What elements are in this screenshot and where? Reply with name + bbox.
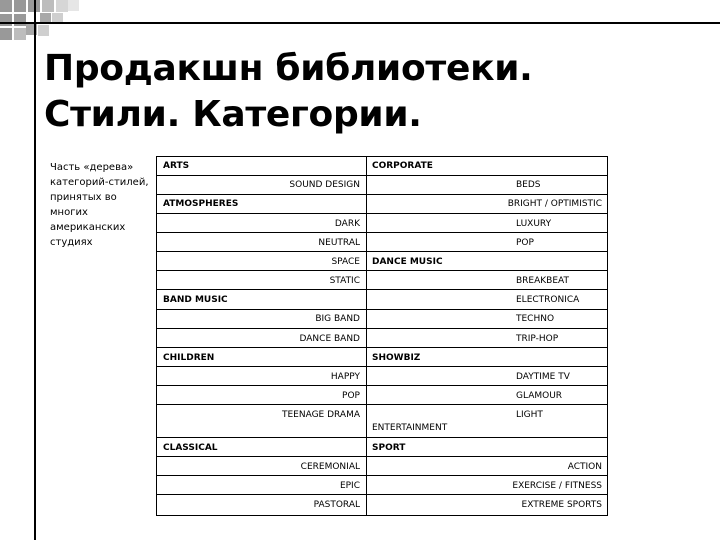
row-rule — [157, 366, 607, 367]
subcategory-label: GLAMOUR — [516, 391, 563, 401]
row-rule — [157, 289, 607, 290]
subcategory-label: CEREMONIAL — [300, 462, 360, 472]
subcategory-label: EPIC — [339, 481, 360, 491]
row-rule — [157, 404, 607, 405]
row-rule — [157, 475, 607, 476]
deco-hline — [0, 22, 720, 24]
subcategory-label: ELECTRONICA — [516, 295, 580, 305]
row-rule — [157, 385, 607, 386]
deco-square — [38, 25, 49, 36]
category-label: SHOWBIZ — [372, 353, 421, 363]
subcategory-label: SOUND DESIGN — [289, 180, 360, 190]
subcategory-label: EXERCISE / FITNESS — [512, 481, 602, 491]
subcategory-label: STATIC — [329, 276, 360, 286]
category-label: CHILDREN — [163, 353, 215, 363]
category-label: ATMOSPHERES — [163, 199, 239, 209]
vertical-rule — [34, 0, 36, 540]
row-rule — [157, 270, 607, 271]
subcategory-label: ACTION — [567, 462, 602, 472]
subcategory-label: PASTORAL — [313, 500, 360, 510]
deco-square — [14, 0, 26, 12]
deco-square — [14, 28, 26, 40]
deco-square — [42, 0, 54, 12]
subcategory-label: LUXURY — [516, 219, 552, 229]
subcategory-label: DARK — [334, 219, 360, 229]
deco-square — [56, 0, 68, 12]
category-label: ARTS — [163, 161, 190, 171]
row-rule — [157, 213, 607, 214]
title-line-2: Стили. Категории. — [44, 94, 422, 135]
row-rule — [157, 347, 607, 348]
column-divider — [366, 157, 367, 515]
subcategory-label: DAYTIME TV — [516, 372, 570, 382]
category-label: BAND MUSIC — [163, 295, 228, 305]
category-label: CORPORATE — [372, 161, 433, 171]
deco-square — [0, 0, 12, 12]
deco-square — [14, 14, 26, 26]
deco-square — [68, 0, 79, 11]
category-label: DANCE MUSIC — [372, 257, 443, 267]
row-rule — [157, 456, 607, 457]
slide-title — [44, 46, 533, 138]
row-rule — [157, 309, 607, 310]
subcategory-label: ENTERTAINMENT — [372, 423, 448, 433]
category-label: CLASSICAL — [163, 443, 218, 453]
row-rule — [157, 251, 607, 252]
row-rule — [157, 328, 607, 329]
subcategory-label: HAPPY — [330, 372, 360, 382]
subcategory-label: BIG BAND — [315, 314, 360, 324]
subcategory-label: POP — [342, 391, 360, 401]
subcategory-label: BRIGHT / OPTIMISTIC — [507, 199, 602, 209]
subcategory-label: DANCE BAND — [299, 334, 360, 344]
subcategory-label: NEUTRAL — [318, 238, 360, 248]
row-rule — [157, 175, 607, 176]
category-label: SPORT — [372, 443, 406, 453]
row-rule — [157, 494, 607, 495]
deco-square — [0, 28, 12, 40]
subcategory-label: SPACE — [331, 257, 360, 267]
subcategory-label: TRIP-HOP — [516, 334, 559, 344]
subcategory-label: BREAKBEAT — [516, 276, 569, 286]
subcategory-label: TEENAGE DRAMA — [281, 410, 360, 420]
deco-square — [0, 14, 12, 26]
subcategory-label: EXTREME SPORTS — [521, 500, 602, 510]
title-line-1: Продакшн библиотеки. — [44, 48, 533, 89]
subcategory-label: POP — [516, 238, 534, 248]
category-table — [156, 156, 608, 516]
row-rule — [157, 194, 607, 195]
decorative-squares — [0, 0, 720, 50]
row-rule — [157, 232, 607, 233]
row-rule — [157, 437, 607, 438]
subcategory-label: BEDS — [516, 180, 541, 190]
subcategory-label: TECHNO — [516, 314, 555, 324]
subcategory-label: LIGHT — [516, 410, 543, 420]
side-note: Часть «дерева» категорий-стилей, принятых во многих американских студиях — [50, 162, 149, 248]
